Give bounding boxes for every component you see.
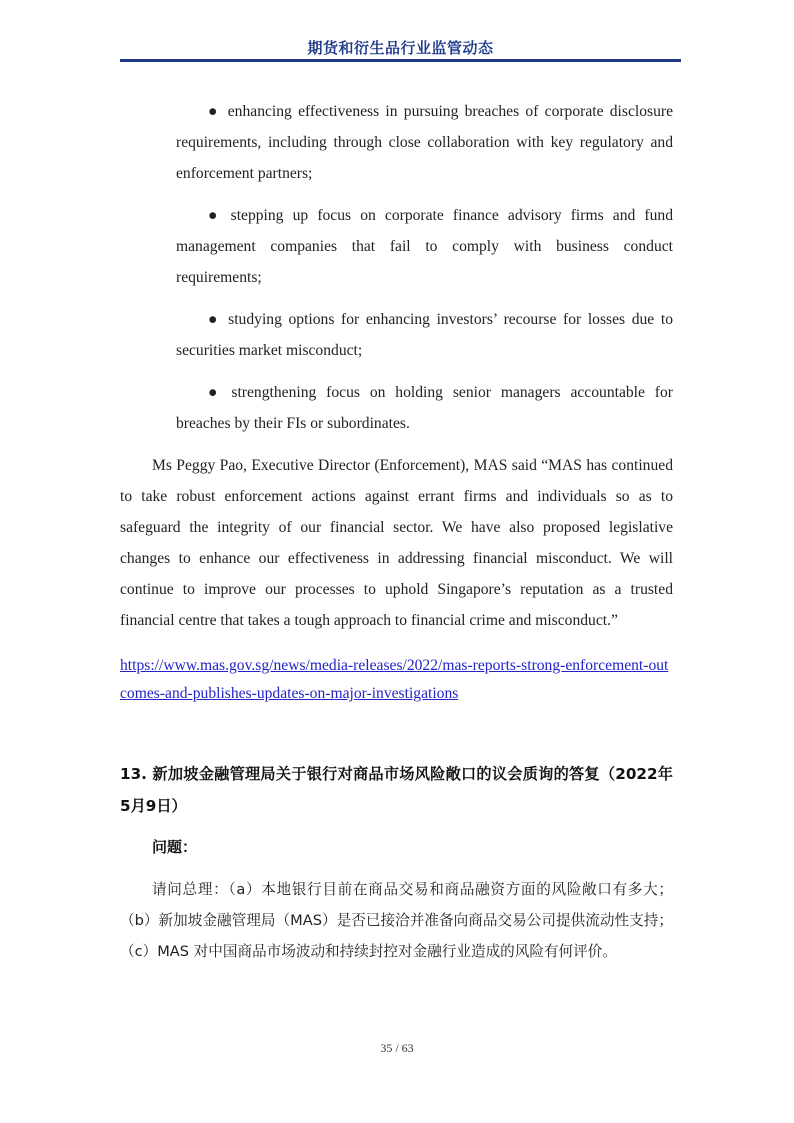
bullet-text: studying options for enhancing investors’ recourse for losses due to securities market misconduct; xyxy=(176,311,673,359)
quote-paragraph: Ms Peggy Pao, Executive Director (Enforcement), MAS said “MAS has continued to take robust enforcement actions against errant firms and individuals so as to safeguard the integrity of our financial sector. We have also proposed legislative changes to enhance our effectiveness in addressing financial misconduct. We will continue to improve our processes to uphold Singapore’s reputation as a trusted financial centre that takes a tough approach to financial crime and misconduct.” xyxy=(120,457,673,629)
source-link[interactable]: https://www.mas.gov.sg/news/media-releases/2022/mas-reports-strong-enforcement-outcomes-and-publishes-updates-on-major-investigations xyxy=(120,657,669,702)
question-label: 问题： xyxy=(152,838,198,856)
bullet-icon: ● xyxy=(208,311,221,328)
bullet-icon: ● xyxy=(208,207,223,224)
header-divider xyxy=(120,59,681,62)
bullet-item xyxy=(176,304,673,366)
bullet-text: enhancing effectiveness in pursuing breaches of corporate disclosure requirements, including through close collaboration with key regulatory and enforcement partners; xyxy=(176,103,673,182)
page-number: 35 / 63 xyxy=(380,1041,414,1055)
bullet-text: strengthening focus on holding senior managers accountable for breaches by their FIs or subordinates. xyxy=(176,384,673,432)
bullet-icon: ● xyxy=(208,384,224,401)
section-heading: 13. 新加坡金融管理局关于银行对商品市场风险敞口的议会质询的答复（2022年5月9日） xyxy=(120,765,673,815)
bullet-text: stepping up focus on corporate finance advisory firms and fund management companies that fail to comply with business conduct requirements; xyxy=(176,207,673,286)
bullet-icon: ● xyxy=(208,103,220,120)
page-header-title: 期货和衍生品行业监管动态 xyxy=(307,39,494,57)
bullet-item xyxy=(176,96,673,189)
bullet-item xyxy=(176,377,673,439)
question-text: 请问总理：（a）本地银行目前在商品交易和商品融资方面的风险敞口有多大；（b）新加坡金融管理局（MAS）是否已接洽并准备向商品交易公司提供流动性支持；（c）MAS 对中国商品市场波动和持续封控对金融行业造成的风险有何评价。 xyxy=(120,881,673,960)
bullet-item xyxy=(176,200,673,293)
